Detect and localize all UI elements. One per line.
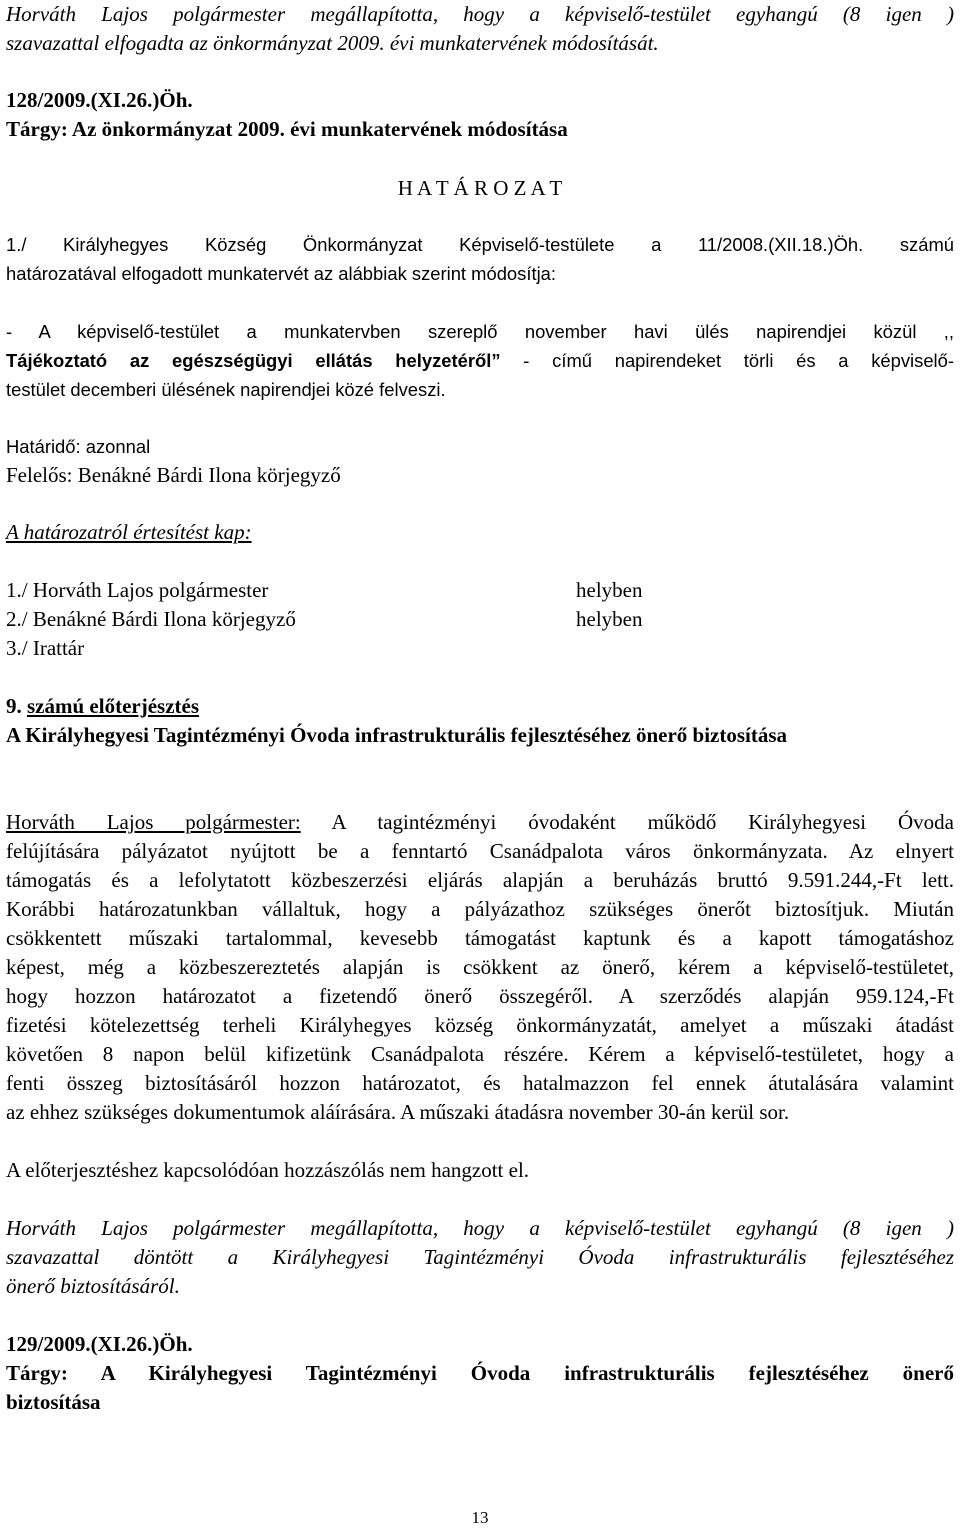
speech-line: csökkentett műszaki tartalommal, kevesebb támogatást kaptunk és a kapott támogatáshoz: [6, 926, 954, 950]
speech-line: fenti összeg biztosításáról hozzon határozatot, és hatalmazzon fel ennek átutalására valamint: [6, 1071, 954, 1095]
agenda-item-rest: - című napirendeket törli és a képviselő-: [500, 350, 954, 371]
vote-note-line-1: Horváth Lajos polgármester megállapította, hogy a képviselő-testület egyhangú (8 igen ): [6, 2, 954, 26]
resolution-para2-line-1: - A képviselő-testület a munkatervben szereplő november havi ülés napirendjei közül ,,: [6, 321, 954, 342]
recipient-location: helyben: [576, 578, 643, 602]
recipient-name: 1./ Horváth Lajos polgármester: [6, 578, 269, 602]
speech-line: fizetési kötelezettség terheli Királyhegyes község önkormányzatát, amelyet a műszaki átadást: [6, 1013, 954, 1037]
recipient-name: 2./ Benákné Bárdi Ilona körjegyző: [6, 607, 296, 631]
speech-line: [6, 808, 954, 837]
resolution-2-number: 129/2009.(XI.26.)Öh.: [6, 1332, 193, 1356]
vote-result-line: Horváth Lajos polgármester megállapította, hogy a képviselő-testület egyhangú (8 igen ): [6, 1216, 954, 1240]
deadline: Határidő: azonnal: [6, 436, 151, 457]
vote-result-line: önerő biztosításáról.: [6, 1274, 180, 1298]
page-number: 13: [471, 1508, 489, 1527]
proposal-label: [6, 692, 954, 721]
proposal-number: 9.: [6, 694, 22, 718]
recipient-row: [6, 605, 954, 634]
recipient-row: [6, 576, 954, 605]
resolution-2-subject-line-2: biztosítása: [6, 1390, 101, 1414]
notify-heading: A határozatról értesítést kap:: [6, 520, 252, 544]
speech-line: az ehhez szükséges dokumentumok aláírására. A műszaki átadásra november 30-án kerül sor.: [6, 1100, 790, 1124]
speaker: Horváth Lajos polgármester:: [6, 810, 301, 834]
speech-line: Korábbi határozatunkban vállaltuk, hogy a pályázathoz szükséges önerőt biztosítjuk. Miután: [6, 897, 954, 921]
resolution-2-subject-line-1: Tárgy: A Királyhegyesi Tagintézményi Óvoda infrastrukturális fejlesztéséhez önerő: [6, 1361, 954, 1385]
speech-line: felújítására pályázatot nyújtott be a fenntartó Csanádpalota város önkormányzata. Az elnyert: [6, 839, 954, 863]
proposal-label-text: számú előterjésztés: [27, 694, 199, 718]
recipient-row: [6, 634, 954, 663]
no-comment-note: A előterjesztéshez kapcsolódóan hozzászólás nem hangzott el.: [6, 1158, 530, 1182]
resolution-para1-line-1: 1./ Királyhegyes Község Önkormányzat Képviselő-testülete a 11/2008.(XII.18.)Öh. számú: [6, 234, 954, 255]
speech-line: képest, még a közbeszereztetés alapján is csökkent az önerő, kérem a képviselő-testületet,: [6, 955, 954, 979]
agenda-item-title: Tájékoztató az egészségügyi ellátás helyzetéről”: [6, 350, 501, 371]
responsible: Felelős: Benákné Bárdi Ilona körjegyző: [6, 463, 341, 487]
resolution-number: 128/2009.(XI.26.)Öh.: [6, 88, 193, 112]
recipient-location: helyben: [576, 607, 643, 631]
speech-first-text: A tagintézményi óvodaként működő Királyhegyesi Óvoda: [300, 810, 954, 834]
proposal-title: A Királyhegyesi Tagintézményi Óvoda infrastrukturális fejlesztéséhez önerő biztosítása: [6, 723, 788, 747]
resolution-para2-line-3: testület decemberi ülésének napirendjei közé felveszi.: [6, 379, 446, 400]
vote-note-line-2: szavazattal elfogadta az önkormányzat 2009. évi munkatervének módosítását.: [6, 31, 659, 55]
speech-line: támogatás és a lefolytatott közbeszerzési eljárás alapján a beruházás bruttó 9.591.244,-Ft lett.: [6, 868, 954, 892]
vote-result-line: szavazattal döntött a Királyhegyesi Tagintézményi Óvoda infrastrukturális fejlesztéséhez: [6, 1245, 954, 1269]
speech-line: hogy hozzon határozatot a fizetendő önerő összegéről. A szerződés alapján 959.124,-Ft: [6, 984, 954, 1008]
resolution-subject: Tárgy: Az önkormányzat 2009. évi munkatervének módosítása: [6, 117, 568, 141]
resolution-para2-line-2: [6, 346, 954, 375]
recipient-name: 3./ Irattár: [6, 636, 85, 660]
speech-line: követően 8 napon belül kifizetünk Csanádpalota részére. Kérem a képviselő-testületet, hogy a: [6, 1042, 954, 1066]
resolution-heading: H A T Á R O Z A T: [397, 176, 563, 200]
resolution-para1-line-2: határozatával elfogadott munkatervét az alábbiak szerint módosítja:: [6, 263, 556, 284]
